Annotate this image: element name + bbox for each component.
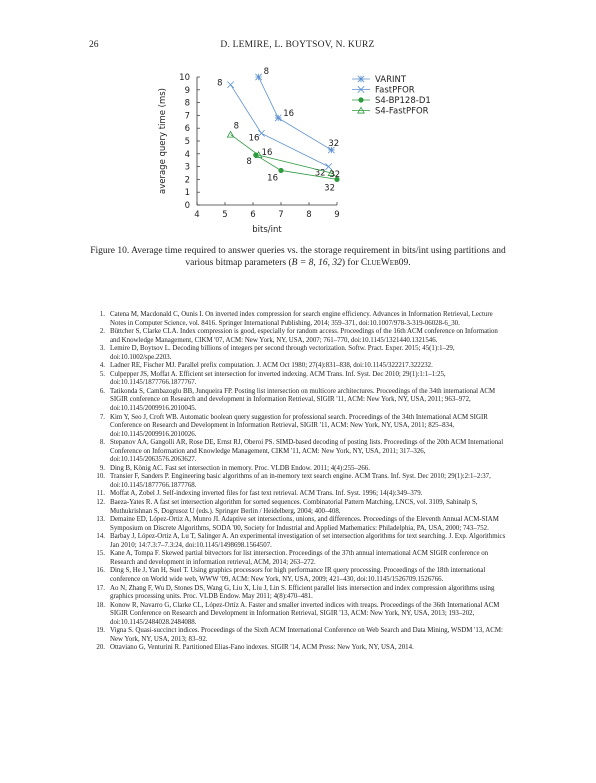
- reference-item: [89, 388, 507, 414]
- series-line-fastpfor: [231, 85, 329, 167]
- data-label: 32: [314, 168, 326, 179]
- y-tick-label: 1: [184, 188, 190, 199]
- data-point-varint: [275, 115, 281, 121]
- reference-text: Demaine ED, López-Ortiz A, Munro JI. Adaptive set intersections, unions, and differences. Proceedings of the Eleventh Annual ACM-SIAM Symposium on Discrete Algorithms, SODA '00, Society for Industrial and Applied Mathematics: Philadelphia, PA, USA, 2000; 743–752.: [110, 516, 499, 532]
- reference-text: Lemire D, Boytsov L. Decoding billions of integers per second through vectorization. Softw. Pract. Exper. 2015; 45(1):1–29, doi:10.1002/spe.2203.: [110, 345, 455, 361]
- reference-item: [89, 328, 507, 345]
- reference-number: 14.: [96, 533, 105, 541]
- reference-number: 15.: [96, 550, 105, 558]
- series-line-s4-fastpfor: [231, 135, 332, 173]
- reference-text: Kim Y, Seo J, Croft WB. Automatic boolean query suggestion for professional search. Proceedings of the 34th International ACM SIGIR Conference on Research and Development in Information Retrieval, SIGIR '11, ACM: New York, NY, USA, 2011; 825–834, doi:10.1145/2009916.2010026.: [110, 413, 488, 438]
- x-tick-label: 9: [334, 210, 340, 220]
- reference-text: Stepanov AA, Gangolli AR, Rose DE, Ernst RJ, Oberoi PS. SIMD-based decoding of posting lists. Proceedings of the 20th ACM International Conference on Information and Knowledge Management, CIKM '11, ACM: New York, NY, USA, 2011; 317–326, doi:10.1145/2063576.2063627.: [110, 439, 504, 464]
- reference-number: 3.: [99, 345, 105, 353]
- caption-params: B = 8, 16, 32: [291, 257, 342, 268]
- reference-text: Culpepper JS, Moffat A. Efficient set intersection for inverted indexing. ACM Trans. Inf. Syst. Dec 2010; 29(1):1:1–1:25, doi:10.1145/1877766.1877767.: [110, 370, 446, 387]
- reference-text: Vigna S. Quasi-succinct indices. Proceedings of the Sixth ACM International Conference on Web Search and Data Mining, WSDM '13, ACM: New York, NY, USA, 2013; 83–92.: [110, 627, 503, 643]
- reference-item: [89, 550, 507, 567]
- reference-item: [89, 516, 507, 533]
- reference-item: [89, 371, 507, 388]
- y-tick-label: 7: [184, 111, 190, 122]
- reference-item: [89, 499, 507, 516]
- reference-text: Tatikonda S, Cambazoglu BB, Junqueira FP. Posting list intersection on multicore architectures. Proceedings of the 34th international ACM SIGIR conference on Research and development in Information Retrieval, SIGIR '11, ACM: New York, NY, USA, 2011; 963–972, doi:10.1145/2009916.2010045.: [110, 387, 496, 413]
- figure-caption: [90, 246, 506, 269]
- data-label: 16: [283, 108, 295, 119]
- reference-text: Transier F, Sanders P. Engineering basic algorithms of an in-memory text search engine. ACM Trans. Inf. Syst. Dec 2010; 29(1):2:1–2:37, doi:10.1145/1877766.1877768.: [110, 473, 491, 489]
- legend-label: VARINT: [375, 75, 407, 85]
- y-tick-label: 6: [184, 124, 190, 135]
- legend-label: S4-BP128-D1: [375, 96, 431, 106]
- reference-text: Kane A, Tompa F. Skewed partial bitvectors for list intersection. Proceedings of the 37th annual international ACM SIGIR conference on Research and development in information retrieval, ACM, 2014; 263–272.: [110, 550, 489, 566]
- caption-text-mid: ) for: [341, 257, 361, 268]
- data-label: 8: [246, 157, 252, 168]
- reference-item: [89, 644, 507, 653]
- reference-text: Ottaviano G, Venturini R. Partitioned Elias-Fano indexes. SIGIR '14, ACM Press: New York, NY, USA, 2014.: [110, 644, 414, 652]
- x-tick-label: 7: [278, 210, 284, 220]
- reference-item: [89, 490, 507, 499]
- reference-text: Ladner RE, Fischer MJ. Parallel prefix computation. J. ACM Oct 1980; 27(4):831–838, doi:10.1145/322217.322232.: [110, 362, 433, 370]
- caption-text: Figure 10. Average time required to answer queries vs. the storage requirement in bits/int using partitions and various bitmap parameters (: [90, 246, 506, 268]
- data-label: 8: [217, 78, 223, 89]
- series-line-varint: [259, 77, 332, 150]
- data-label: 8: [233, 121, 240, 132]
- reference-number: 18.: [96, 601, 105, 609]
- reference-number: 4.: [99, 362, 105, 370]
- y-tick-label: 5: [184, 137, 190, 147]
- reference-item: [89, 473, 507, 490]
- data-label: 16: [248, 133, 260, 144]
- data-point-fastpfor: [227, 81, 233, 87]
- y-tick-label: 3: [184, 162, 190, 173]
- caption-dataset: ClueWeb09: [360, 257, 409, 268]
- reference-number: 12.: [96, 499, 105, 507]
- data-point-varint: [255, 74, 261, 80]
- y-tick-label: 10: [179, 73, 190, 83]
- reference-text: Barbay J, López-Ortiz A, Lu T, Salinger A. An experimental investigation of set intersection algorithms for text searching. J. Exp. Algorithmics Jan 2010; 14:7.3:7–7.3:24, doi:10.1145/1498698.1564507.: [110, 533, 506, 549]
- y-tick-label: 2: [184, 175, 190, 186]
- data-label: 8: [263, 67, 270, 77]
- figure-10-chart: [0, 0, 596, 245]
- reference-item: [89, 465, 507, 474]
- page-number: 26: [89, 40, 99, 50]
- y-axis-label: average query time (ms): [158, 88, 168, 194]
- y-tick-label: 9: [184, 85, 190, 96]
- reference-number: 19.: [96, 627, 105, 635]
- reference-item: [89, 627, 507, 644]
- data-label: 32: [329, 170, 341, 180]
- x-tick-label: 6: [250, 210, 256, 220]
- reference-number: 11.: [96, 490, 105, 498]
- reference-number: 16.: [96, 567, 105, 575]
- reference-item: [89, 533, 507, 550]
- data-point-fastpfor: [325, 163, 331, 169]
- reference-item: [89, 567, 507, 584]
- data-label: 16: [261, 148, 273, 159]
- reference-number: 5.: [99, 370, 105, 378]
- data-label: 16: [267, 173, 278, 184]
- reference-item: [89, 602, 507, 628]
- reference-list: [89, 311, 507, 653]
- reference-number: 9.: [99, 464, 105, 472]
- reference-number: 2.: [99, 328, 105, 336]
- reference-text: Ding B, König AC. Fast set intersection in memory. Proc. VLDB Endow. 2011; 4(4):255–266.: [110, 464, 370, 472]
- reference-text: Konow R, Navarro G, Clarke CL, López-Ortíz A. Faster and smaller inverted indices with treaps. Proceedings of the 36th International ACM SIGIR Conference on Research and Development in Information Retrieval, SIGIR '13, ACM: New York, NY, USA, 2013; 193–202, doi:10.1145/2484028.2484088.: [110, 601, 500, 626]
- data-label: 32: [324, 183, 335, 194]
- reference-number: 17.: [96, 584, 105, 592]
- reference-item: [89, 439, 507, 465]
- reference-number: 1.: [99, 311, 105, 318]
- reference-number: 7.: [99, 413, 105, 421]
- legend-label: FastPFOR: [375, 85, 415, 96]
- x-tick-label: 4: [194, 210, 200, 220]
- data-label: 32: [328, 138, 340, 149]
- reference-item: [89, 345, 507, 362]
- reference-number: 8.: [99, 439, 105, 447]
- x-axis-label: bits/int: [252, 225, 282, 235]
- reference-text: Büttcher S, Clarke CLA. Index compression is good, especially for random access. Proceedings of the 16th ACM conference on Information and Knowledge Management, CIKM '07, ACM: New York, NY, USA, 2007; 761–770, doi:10.1145/1321440.1321546.: [110, 328, 498, 344]
- reference-number: 6.: [99, 387, 105, 395]
- reference-item: [89, 311, 507, 328]
- reference-number: 10.: [96, 473, 105, 481]
- reference-item: [89, 585, 507, 602]
- reference-number: 13.: [96, 516, 105, 524]
- running-head-authors: D. LEMIRE, L. BOYTSOV, N. KURZ: [220, 40, 375, 50]
- reference-item: [89, 362, 507, 371]
- data-point-s4-bp128-d1: [278, 168, 283, 173]
- reference-text: Baeza-Yates R. A fast set intersection algorithm for sorted sequences. Combinatorial Pattern Matching, LNCS, vol. 3109, Sahinalp S, Muthukrishnan S, Dogrusoz U (eds.). Springer Berlin / Heidelberg, 2004; 400–408.: [110, 499, 478, 515]
- x-tick-label: 8: [306, 210, 312, 220]
- reference-text: Catena M, Macdonald C, Ounis I. On inverted index compression for search engine efficiency. Advances in Information Retrieval, Lecture Notes in Computer Science, vol. 8416. Springer International Publishing, 2014; 359–371, doi:10.1007/978-3-319-06028-6_30.: [110, 311, 493, 327]
- reference-text: Ding S, He J, Yan H, Suel T. Using graphics processors for high performance IR query processing. Proceedings of the 18th international conference on World wide web, WWW '09, ACM: New York, NY, USA, 2009; 421–430, doi:10.1145/1526709.1526766.: [110, 567, 486, 583]
- x-tick-label: 5: [222, 210, 228, 220]
- y-tick-label: 0: [184, 201, 190, 211]
- y-tick-label: 4: [184, 149, 190, 160]
- y-tick-label: 8: [184, 98, 190, 109]
- reference-text: Ao N, Zhang F, Wu D, Stones DS, Wang G, Liu X, Liu J, Lin S. Efficient parallel lists intersection and index compression algorithms using graphics processing units. Proc. VLDB Endow. May 2011; 4(8):470–481.: [110, 584, 495, 601]
- reference-number: 20.: [96, 644, 105, 652]
- reference-item: [89, 414, 507, 440]
- reference-text: Moffat A, Zobel J. Self-indexing inverted files for fast text retrieval. ACM Trans. Inf. Syst. 1996; 14(4):349–379.: [110, 490, 423, 498]
- legend-marker: [358, 97, 363, 102]
- legend-marker: [358, 76, 364, 82]
- caption-suffix: .: [408, 257, 411, 268]
- legend-label: S4-FastPFOR: [375, 106, 429, 117]
